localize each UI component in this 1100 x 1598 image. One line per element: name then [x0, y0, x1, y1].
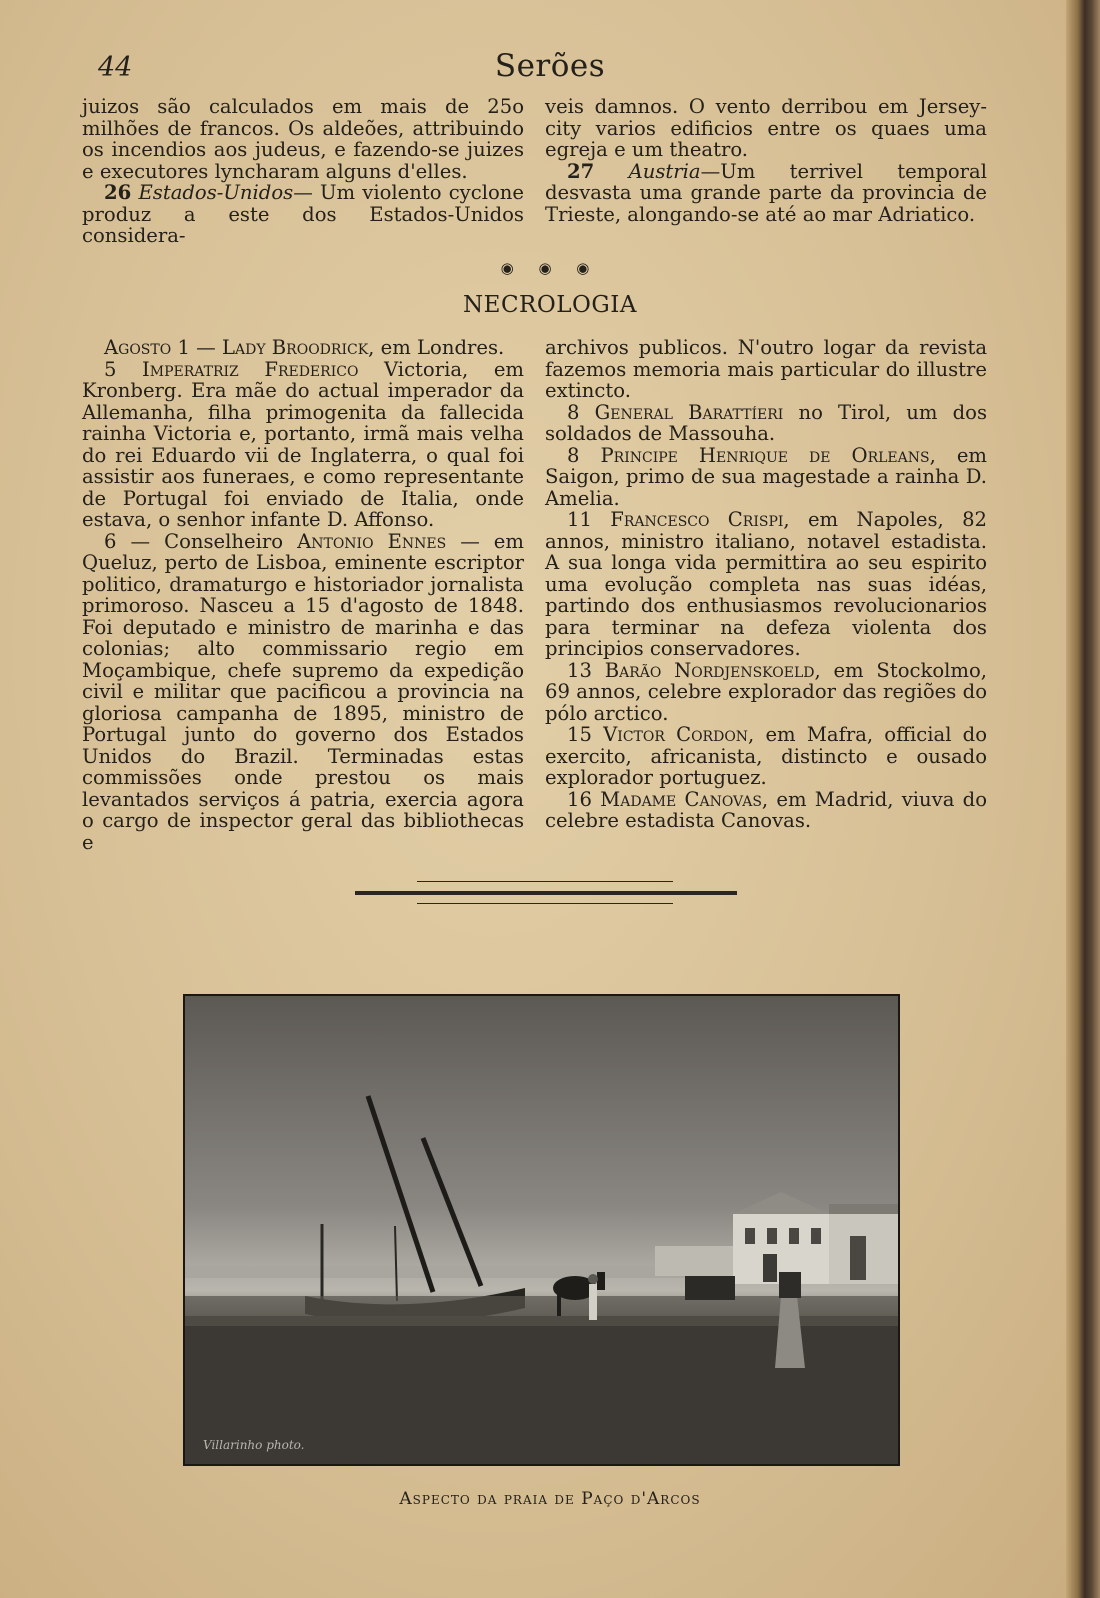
news-entry	[82, 182, 524, 247]
paragraph: juizos são calculados em mais de 25o milhões de francos. Os aldeões, attribuindo os incendios aos judeus, e fazendo-se juizes e executores lyncharam alguns d'elles.	[82, 95, 524, 183]
page-number: 44	[98, 52, 133, 83]
divider-rule-bottom	[417, 903, 673, 904]
entry-date: 8	[567, 400, 580, 424]
entry-text: — em Queluz, perto de Lisboa, eminente escriptor politico, dramaturgo e historiador jornalista primoroso. Nasceu a 15 d'agosto de 1848. Foi deputado e ministro de marinha e das colonias; alto commissario regio em Moçambique, chefe supremo da expedição civil e militar que pacificou a provincia na gloriosa campanha de 1895, ministro de Portugal junto do governo dos Estados Unidos do Brazil. Terminadas estas commissões onde prestou os mais levantados serviços á patria, exercia agora o cargo de inspector geral das bibliothecas e	[82, 529, 524, 854]
paragraph: archivos publicos. N'outro logar da revista fazemos memoria mais particular do illustre extincto.	[545, 336, 987, 402]
entry-text: , em Madrid, viuva do celebre estadista Canovas.	[545, 787, 987, 832]
entry-text: , em Londres.	[368, 336, 505, 359]
place-name: Austria	[628, 159, 701, 183]
obituary-entry	[545, 789, 987, 832]
entry-date: 5	[104, 357, 117, 381]
entry-text: — Um violento cyclone produz a este dos Estados-Unidos considera-	[82, 181, 525, 247]
day-number: 26	[104, 181, 132, 204]
photo-caption: Aspecto da praia de Paço d'Arcos	[399, 1489, 701, 1509]
entry-date: 15	[567, 723, 592, 746]
news-entry	[545, 161, 987, 226]
obituary-entry	[545, 724, 987, 789]
obituary-entry	[545, 509, 987, 660]
entry-date: 11	[567, 508, 592, 531]
day-number: 27	[567, 159, 595, 183]
place-name: Estados-Unidos	[138, 181, 294, 204]
entry-text: , em Stockolmo, 69 annos, celebre explorador das regiões do pólo arctico.	[545, 658, 987, 725]
entry-text: Victoria, em Kronberg. Era mãe do actual imperador da Allemanha, filha primogenita da fallecida rainha Victoria e, portanto, irmã mais velha do rei Eduardo vii de Inglaterra, o qual foi assistir aos funeraes, e como representante de Portugal foi enviado de Italia, onde estava, o senhor infante D. Affonso.	[82, 357, 524, 531]
divider-rule-top	[417, 881, 673, 882]
obituary-entry	[545, 445, 987, 510]
obituary-entry	[545, 402, 987, 445]
top-right-column	[545, 96, 987, 225]
entry-text: , em Mafra, official do exercito, africanista, distincto e ousado explorador portuguez.	[545, 723, 987, 789]
person-name: Principe Henrique de Orleans	[600, 443, 930, 467]
person-name: Barão Nordjenskoeld	[604, 658, 815, 682]
entry-date: Agosto 1 —	[104, 336, 216, 359]
entry-date: 16	[567, 787, 592, 811]
beach-photograph	[183, 994, 900, 1466]
person-name: Victor Cordon	[603, 723, 749, 746]
obituary-entry	[82, 531, 524, 854]
necrology-left-column	[82, 337, 524, 853]
person-name: Francesco Crispi	[610, 508, 784, 531]
photo-credit: Villarinho photo.	[203, 1438, 305, 1452]
section-ornament: ◉ ◉ ◉	[500, 259, 600, 277]
photo-illustration	[185, 996, 898, 1464]
entry-date: 6 — Conselheiro	[104, 529, 284, 553]
entry-text: no Tirol, um dos soldados de Massouha.	[545, 400, 987, 445]
person-name: Lady Broodrick	[221, 336, 369, 359]
obituary-entry	[82, 359, 524, 531]
top-left-column	[82, 96, 524, 247]
person-name: General Barattíeri	[594, 400, 784, 424]
book-spine	[1066, 0, 1100, 1598]
necrology-right-column	[545, 337, 987, 832]
obituary-entry	[82, 337, 524, 359]
entry-text: , em Napoles, 82 annos, ministro italiano, notavel estadista. A sua longa vida permittira ao seu espirito uma evolução completa nas suas idéas, partindo dos enthusiasmos revolucionarios para terminar na defeza violenta dos principios conservadores.	[545, 508, 988, 660]
section-title: NECROLOGIA	[463, 292, 637, 318]
entry-date: 13	[567, 658, 592, 682]
person-name: Antonio Ennes	[297, 529, 447, 553]
obituary-entry	[545, 660, 987, 725]
person-name: Madame Canovas	[600, 787, 762, 811]
entry-text: , em Saigon, primo de sua magestade a rainha D. Amelia.	[545, 443, 987, 510]
divider-rule-thick	[355, 891, 737, 895]
paragraph: veis damnos. O vento derribou em Jersey-city varios edificios entre os quaes uma egreja e um theatro.	[545, 95, 987, 161]
person-name: Imperatriz Frederico	[142, 357, 359, 381]
entry-text: —Um terrivel temporal desvasta uma grande parte da provincia de Trieste, alongando-se até ao mar Adriatico.	[545, 159, 988, 226]
running-title: Serões	[494, 48, 606, 84]
entry-date: 8	[567, 443, 580, 467]
